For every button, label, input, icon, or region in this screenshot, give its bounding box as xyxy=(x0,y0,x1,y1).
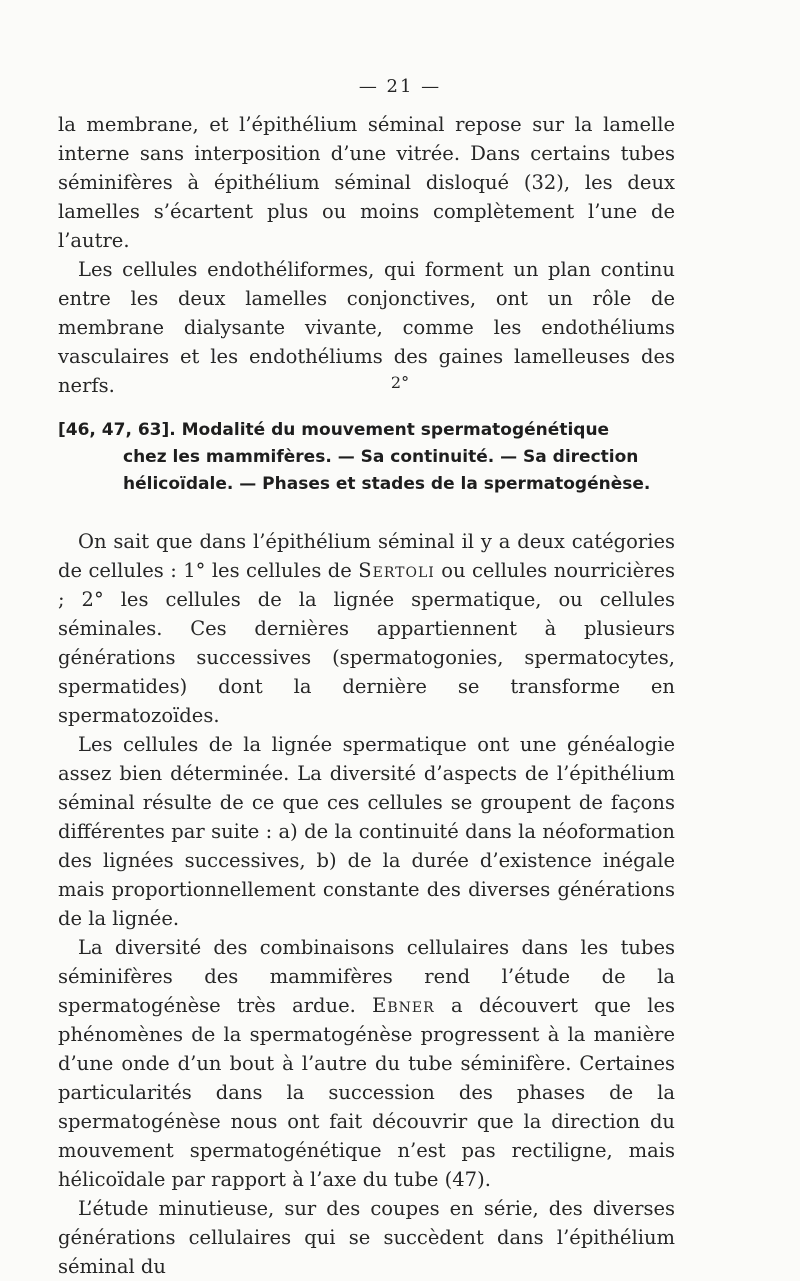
paragraph-genealogy: Les cellules de la lignée spermatique ont une généalogie assez bien déterminée. La diversité d’aspects de l’épithélium séminal résulte de ce que ces cellules se groupent de façons différentes par suite : a) de la continuité dans la néoformation des lignées successives, b) de la durée d’existence inégale mais proportionnellement constante des diverses générations de la lignée. xyxy=(58,733,675,930)
main-text-block xyxy=(58,527,675,1281)
paragraph-membrane: la membrane, et l’épithélium séminal repose sur la lamelle interne sans interposition d’une vitrée. Dans certains tubes séminifères à épithélium séminal disloqué (32), les deux lamelles s’écartent plus ou moins complètement l’une de l’autre. xyxy=(58,113,675,252)
paragraph-serial-sections: L’étude minutieuse, sur des coupes en série, des diverses générations cellulaires qui se succèdent dans l’épithélium séminal du xyxy=(58,1197,675,1278)
heading-line-2: chez les mammifères. — Sa continuité. — Sa direction xyxy=(123,447,639,467)
page-number: — 21 — xyxy=(358,76,442,97)
section-heading xyxy=(58,417,675,498)
author-name-sertoli: Sertoli xyxy=(358,559,435,582)
paragraph-endothelial-cells: Les cellules endothéliformes, qui forment un plan continu entre les deux lamelles conjonctives, ont un rôle de membrane dialysante vivante, comme les endothéliums vasculaires et les endothéliums des gaines lamelleuses des nerfs. xyxy=(58,258,675,397)
section-number: 2° xyxy=(390,373,410,392)
heading-line-3: hélicoïdale. — Phases et stades de la spermatogénèse. xyxy=(123,474,651,494)
paragraph-cell-categories: On sait que dans l’épithélium séminal il y a deux catégories de cellules : 1° les cellules de Sertoli ou cellules nourricières ; 2° les cellules de la lignée spermatique, ou cellules séminales. Ces dernières appartiennent à plusieurs générations successives (spermatogonies, spermatocytes, spermatides) dont la dernière se transforme en spermatozoïdes. xyxy=(58,530,676,727)
top-text-block xyxy=(58,110,675,400)
heading-line-1: [46, 47, 63]. Modalité du mouvement spermatogénétique xyxy=(58,420,610,440)
paragraph-diversity: La diversité des combinaisons cellulaires dans les tubes séminifères des mammifères rend l’étude de la spermatogénèse très ardue. Ebner a découvert que les phénomènes de la spermatogénèse progressent à la manière d’une onde d’un bout à l’autre du tube séminifère. Certaines particularités dans la succession des phases de la spermatogénèse nous ont fait découvrir que la direction du mouvement spermatogénétique n’est pas rectiligne, mais hélicoïdale par rapport à l’axe du tube (47). xyxy=(58,936,675,1191)
author-name-ebner: Ebner xyxy=(372,994,435,1017)
